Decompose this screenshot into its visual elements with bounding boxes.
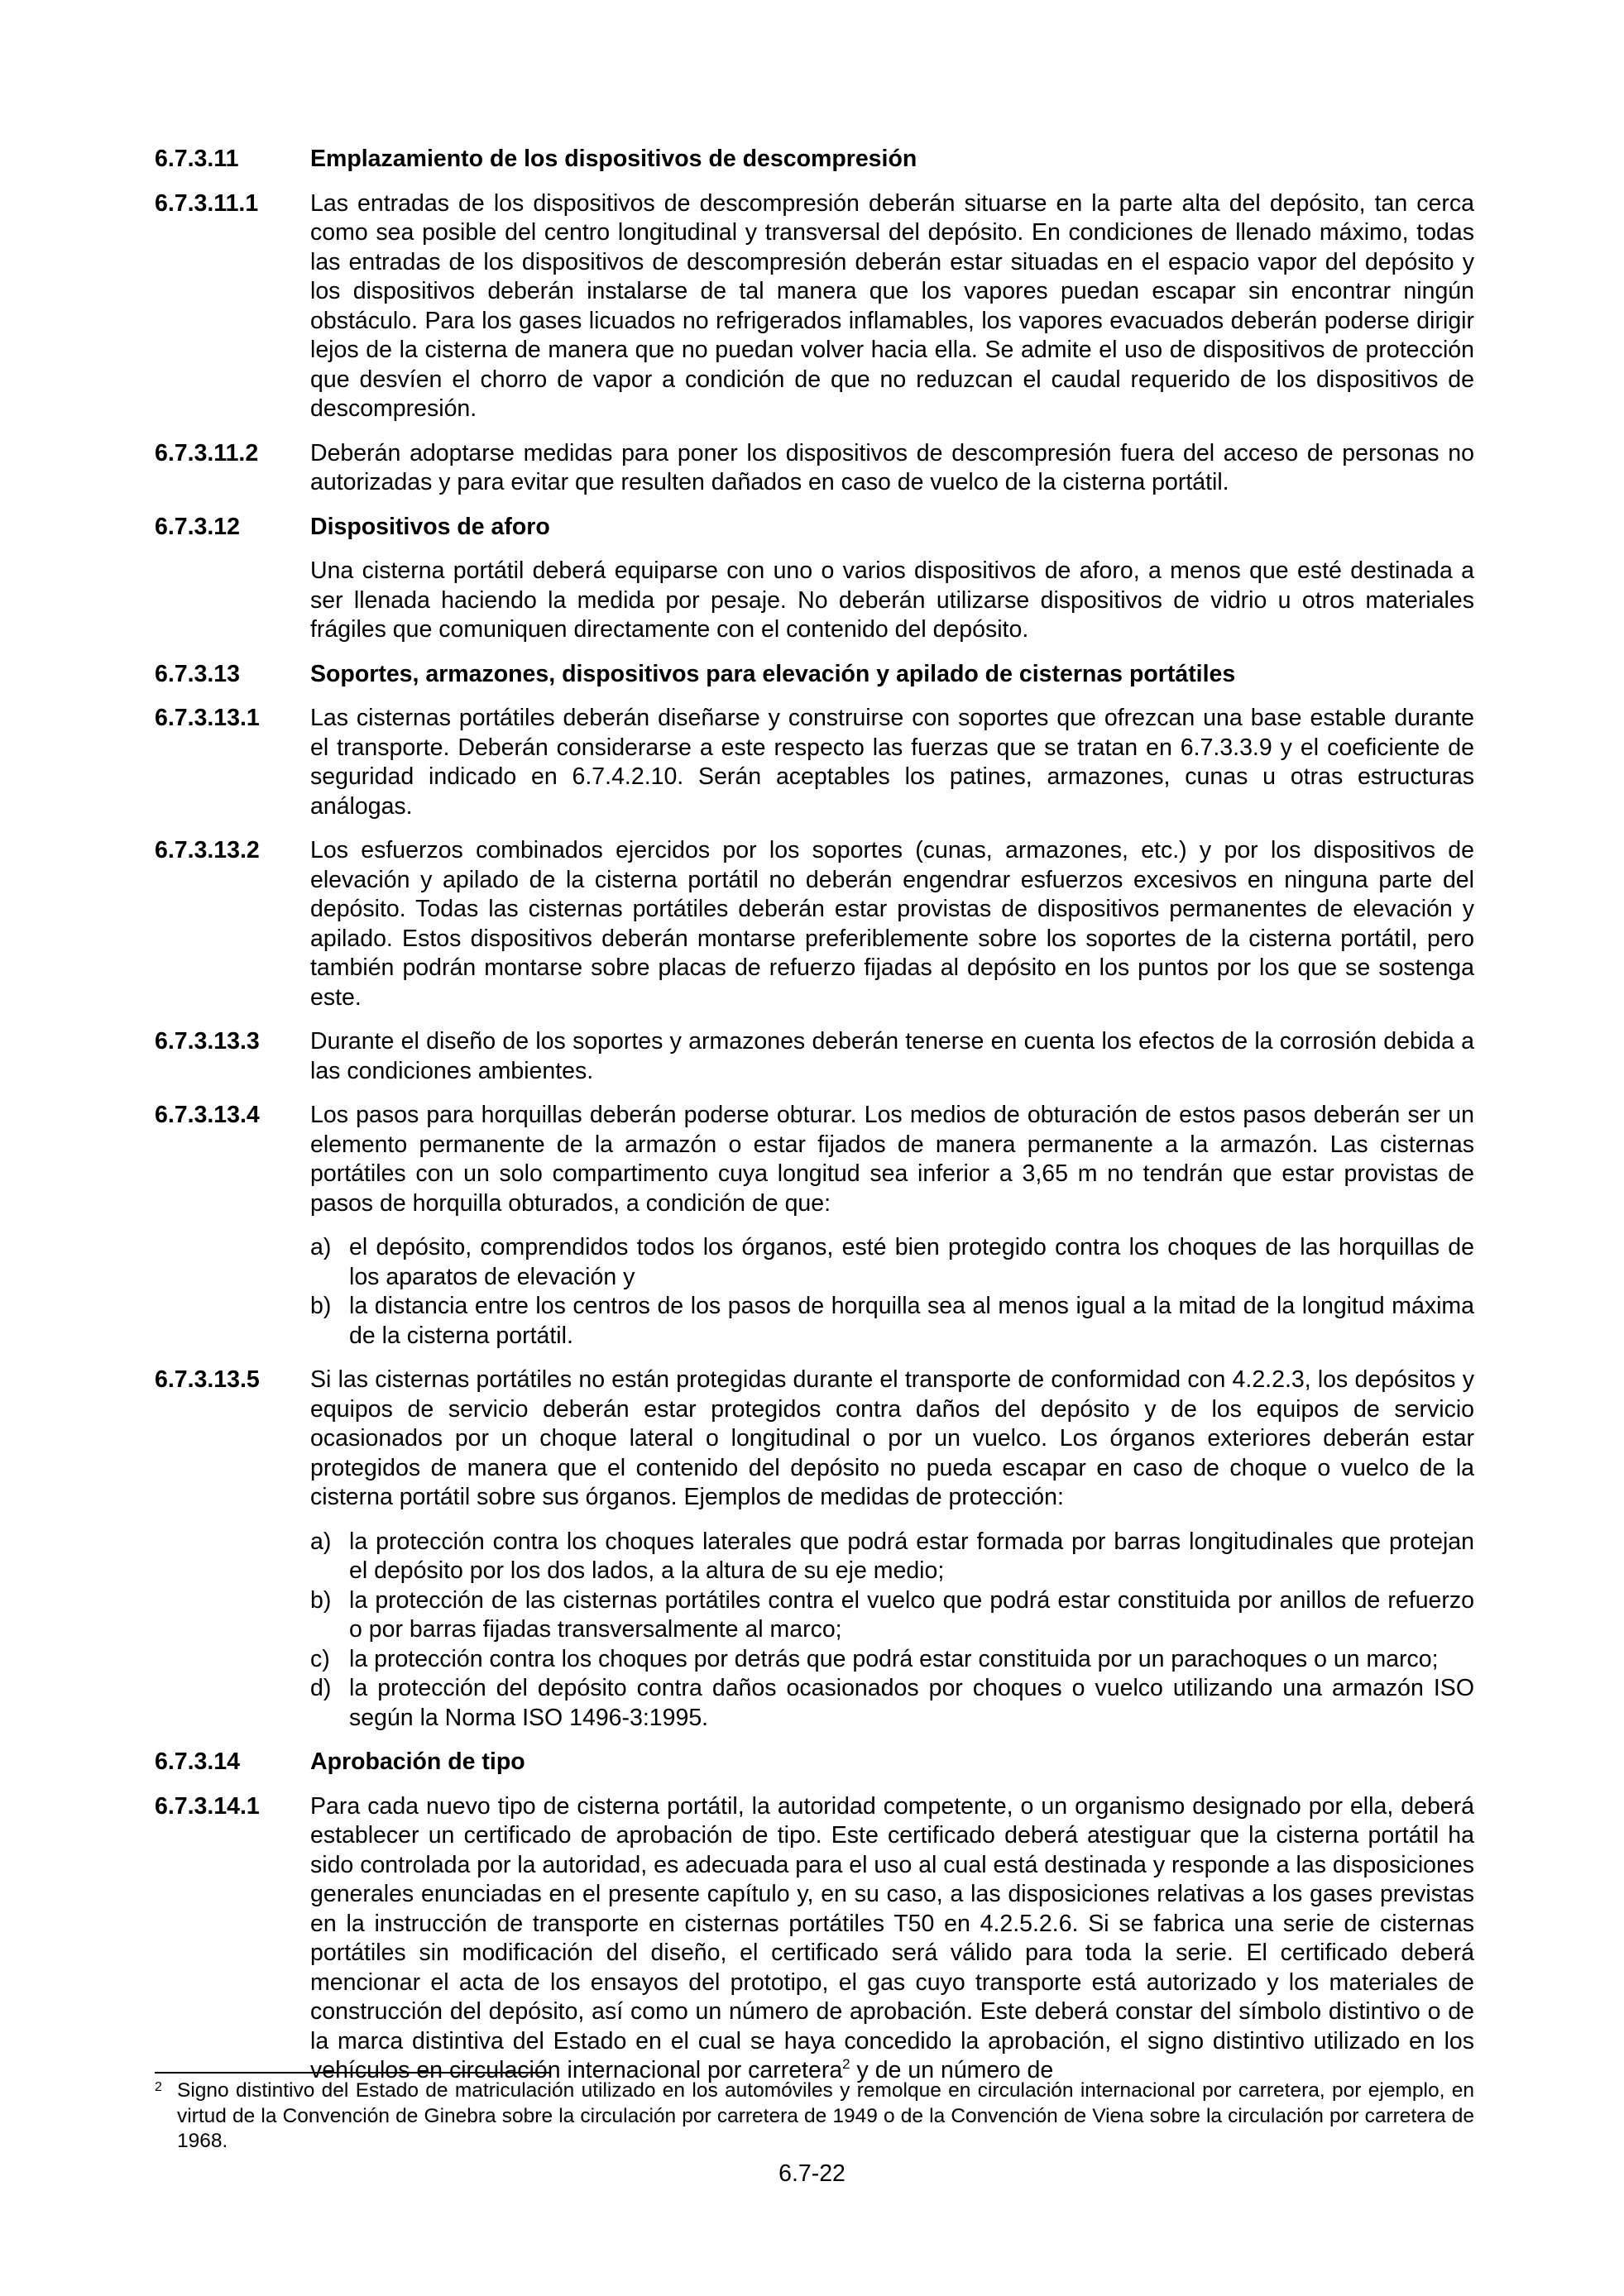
list-6-7-3-13-4 — [310, 1233, 1474, 1351]
paragraph-text: Deberán adoptarse medidas para poner los dispositivos de descompresión fuera del acceso de personas no autorizadas y para evitar que resulten dañados en caso de vuelco de la cisterna portátil. — [310, 439, 1474, 495]
list-item — [310, 1528, 1474, 1586]
paragraph-number: 6.7.3.13.3 — [155, 1028, 260, 1055]
list-item — [310, 1292, 1474, 1351]
section-title: Aprobación de tipo — [310, 1748, 525, 1775]
list-marker: b) — [310, 1293, 332, 1319]
paragraph-text: Las entradas de los dispositivos de descompresión deberán situarse en la parte alta del depósito, tan cerca como sea posible del centro longitudinal y transversal del depósito. En condiciones de llenado máximo, todas las entradas de los dispositivos de descompresión deberán estar situadas en el espacio vapor del depósito y los dispositivos deberán instalarse de tal manera que los vapores puedan escapar sin encontrar ningún obstáculo. Para los gases licuados no refrigerados inflamables, los vapores evacuados deberán poderse dirigir lejos de la cisterna de manera que no puedan volver hacia ella. Se admite el uso de dispositivos de protección que desvíen el chorro de vapor a condición de que no reduzcan el caudal requerido de los dispositivos de descompresión. — [310, 189, 1474, 422]
paragraph-number: 6.7.3.13.2 — [155, 837, 260, 863]
paragraph-6-7-3-13-4 — [155, 1101, 1474, 1218]
list-marker: b) — [310, 1586, 332, 1614]
section-number: 6.7.3.14 — [155, 1748, 241, 1775]
list-marker: a) — [310, 1234, 332, 1260]
footnote — [155, 2078, 1474, 2155]
list-marker: d) — [310, 1675, 332, 1701]
section-6-7-3-11-heading — [155, 145, 1474, 175]
paragraph-text — [310, 1792, 1474, 2086]
paragraph-6-7-3-13-1 — [155, 704, 1474, 821]
list-item-text: la protección contra los choques laterales que podrá estar formada por barras longitudinales que protejan el depósito por los dos lados, a la altura de su eje medio; — [349, 1528, 1474, 1584]
list-marker: a) — [310, 1528, 332, 1555]
paragraph-6-7-3-13-5 — [155, 1366, 1474, 1513]
paragraph-text: Una cisterna portátil deberá equiparse con uno o varios dispositivos de aforo, a menos que esté destinada a ser llenada haciendo la medida por pesaje. No deberán utilizarse dispositivos de vidrio u otros materiales frágiles que comuniquen directamente con el contenido del depósito. — [310, 557, 1474, 643]
paragraph-number: 6.7.3.13.1 — [155, 705, 260, 731]
list-item-text: el depósito, comprendidos todos los órganos, esté bien protegido contra los choques de las horquillas de los aparatos de elevación y — [349, 1234, 1474, 1290]
paragraph-text: Los pasos para horquillas deberán poderse obturar. Los medios de obturación de estos pasos deberán ser un elemento permanente de la armazón o estar fijados de manera permanente a la armazón. Las cisternas portátiles con un solo compartimento cuya longitud sea inferior a 3,65 m no tendrán que estar provistas de pasos de horquilla obturados, a condición de que: — [310, 1102, 1474, 1217]
list-item — [310, 1674, 1474, 1733]
list-marker: c) — [310, 1645, 330, 1672]
section-title: Emplazamiento de los dispositivos de descompresión — [310, 146, 917, 172]
footnote-reference[interactable]: 2 — [842, 2056, 850, 2072]
paragraph-text: Las cisternas portátiles deberán diseñarse y construirse con soportes que ofrezcan una base estable durante el transporte. Deberán considerarse a este respecto las fuerzas que se tratan en 6.7.3.3.9 y el coeficiente de seguridad indicado en 6.7.4.2.10. Serán aceptables los patines, armazones, cunas u otras estructuras análogas. — [310, 705, 1474, 820]
list-item — [310, 1645, 1474, 1675]
paragraph-number: 6.7.3.14.1 — [155, 1792, 260, 1820]
page-body — [155, 145, 1474, 2101]
paragraph-number: 6.7.3.11.2 — [155, 439, 259, 466]
paragraph-number: 6.7.3.13.5 — [155, 1366, 260, 1393]
paragraph-number: 6.7.3.13.4 — [155, 1102, 260, 1128]
list-item — [310, 1586, 1474, 1645]
list-item-text: la protección de las cisternas portátiles contra el vuelco que podrá estar constituida por anillos de refuerzo o por barras fijadas transversalmente al marco; — [349, 1586, 1474, 1643]
paragraph-text-part: Para cada nuevo tipo de cisterna portátil, la autoridad competente, o un organismo designado por ella, deberá establecer un certificado de aprobación de tipo. Este certificado deberá atestiguar que la cisterna portátil ha sido controlada por la autoridad, es adecuada para el uso al cual está destinada y responde a las disposiciones generales enunciadas en el presente capítulo y, en su caso, a las disposiciones relativas a los gases previstas en la instrucción de transporte en cisternas portátiles T50 en 4.2.5.2.6. Si se fabrica una serie de cisternas portátiles sin modificación del diseño, el certificado será válido para toda la serie. El certificado deberá mencionar el acta de los ensayos del prototipo, el gas cuyo transporte está autorizado y los materiales de construcción del depósito, así como un número de aprobación. Este deberá constar del símbolo distintivo o de la marca distintiva del Estado en el cual se haya concedido la aprobación, el signo distintivo utilizado en los vehículos en circulación internacional por carretera — [310, 1792, 1474, 2083]
section-title: Dispositivos de aforo — [310, 513, 550, 540]
paragraph-6-7-3-12 — [155, 557, 1474, 645]
section-6-7-3-12-heading — [155, 513, 1474, 543]
footnote-separator — [155, 2072, 550, 2074]
footnote-text: Signo distintivo del Estado de matriculación utilizado en los automóviles y remolque en circulación internacional por carretera, por ejemplo, en virtud de la Convención de Ginebra sobre la circulación por carretera de 1949 o de la Convención de Viena sobre la circulación por carretera de 1968. — [177, 2079, 1474, 2152]
footnote-area — [155, 2072, 1474, 2155]
list-item — [310, 1233, 1474, 1292]
section-number: 6.7.3.11 — [155, 146, 239, 172]
section-title: Soportes, armazones, dispositivos para elevación y apilado de cisternas portátiles — [310, 660, 1236, 687]
paragraph-text: Los esfuerzos combinados ejercidos por los soportes (cunas, armazones, etc.) y por los dispositivos de elevación y apilado de la cisterna portátil no deberán engendrar esfuerzos excesivos en ninguna parte del depósito. Todas las cisternas portátiles deberán estar provistas de dispositivos permanentes de elevación y apilado. Estos dispositivos deberán montarse preferiblemente sobre los soportes de la cisterna portátil, pero también podrán montarse sobre placas de refuerzo fijadas al depósito en los puntos por los que se sostenga este. — [310, 837, 1474, 1011]
section-number: 6.7.3.13 — [155, 660, 241, 687]
footnote-mark: 2 — [155, 2080, 162, 2094]
paragraph-6-7-3-11-2 — [155, 439, 1474, 498]
list-item-text: la distancia entre los centros de los pasos de horquilla sea al menos igual a la mitad de la longitud máxima de la cisterna portátil. — [349, 1293, 1474, 1349]
paragraph-number: 6.7.3.11.1 — [155, 189, 259, 217]
paragraph-text: Si las cisternas portátiles no están protegidas durante el transporte de conformidad con 4.2.2.3, los depósitos y equipos de servicio deberán estar protegidos contra daños del depósito y de los equipos de servicio ocasionados por un choque lateral o longitudinal o por un vuelco. Los órganos exteriores deberán estar protegidos de manera que el contenido del depósito no pueda escapar en caso de choque o vuelco de la cisterna portátil sobre sus órganos. Ejemplos de medidas de protección: — [310, 1366, 1474, 1510]
paragraph-6-7-3-13-2 — [155, 836, 1474, 1012]
paragraph-6-7-3-13-3 — [155, 1027, 1474, 1086]
paragraph-text-part: y de un número de — [850, 2057, 1054, 2083]
section-6-7-3-13-heading — [155, 660, 1474, 690]
section-6-7-3-14-heading — [155, 1748, 1474, 1777]
paragraph-text: Durante el diseño de los soportes y armazones deberán tenerse en cuenta los efectos de la corrosión debida a las condiciones ambientes. — [310, 1028, 1474, 1084]
list-6-7-3-13-5 — [310, 1528, 1474, 1734]
section-number: 6.7.3.12 — [155, 513, 241, 540]
paragraph-6-7-3-11-1 — [155, 189, 1474, 424]
list-item-text: la protección contra los choques por detrás que podrá estar constituida por un parachoques o un marco; — [349, 1645, 1439, 1672]
list-item-text: la protección del depósito contra daños ocasionados por choques o vuelco utilizando una armazón ISO según la Norma ISO 1496-3:1995. — [349, 1675, 1474, 1731]
page-number: 6.7-22 — [778, 2160, 846, 2187]
paragraph-6-7-3-14-1 — [155, 1792, 1474, 2086]
